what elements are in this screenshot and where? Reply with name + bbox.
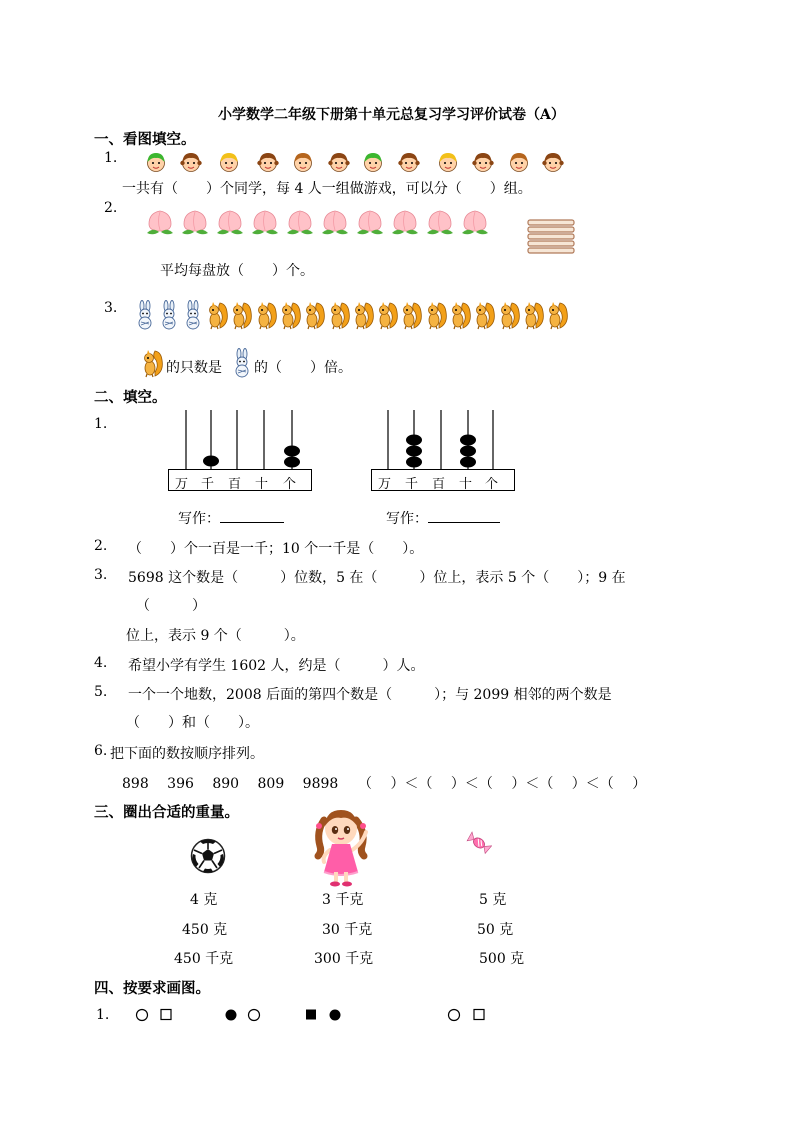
section-4-heading: 四、按要求画图。 — [94, 980, 210, 997]
abacus-1 — [168, 408, 313, 470]
peach-icon — [145, 207, 175, 237]
squirrel-icon — [256, 300, 278, 330]
abacus-2-bead — [460, 435, 476, 446]
q2-3-line1: 5698 这个数是（ ）位数，5 在（ ）位上，表示 5 个（ ）；9 在 — [128, 570, 626, 586]
hollow-square-icon — [474, 1010, 484, 1020]
rabbit-icon — [182, 300, 204, 330]
plates-stack-icon — [526, 218, 576, 254]
girl-weight-option-3[interactable]: 300 千克 — [314, 951, 374, 967]
abacus-1-write-label: 写作： — [178, 508, 284, 528]
q2-6-numbers: 898 396 890 809 9898 — [122, 776, 339, 792]
hollow-circle-icon — [449, 1010, 460, 1021]
q2-1-number: 1. — [94, 416, 108, 432]
squirrel-icon — [329, 300, 351, 330]
girl-icon — [312, 806, 374, 888]
q2-4-text: 希望小学有学生 1602 人，约是（ ）人。 — [128, 658, 425, 674]
abacus-2-bead — [460, 446, 476, 457]
section-3-heading: 三、圈出合适的重量。 — [94, 804, 239, 821]
ball-weight-option-1[interactable]: 4 克 — [190, 892, 218, 908]
abacus-2-label-box — [371, 469, 515, 491]
child-face-icon — [472, 151, 494, 173]
filled-circle-icon — [226, 1010, 237, 1021]
peach-icon — [460, 207, 490, 237]
squirrel-icon — [304, 300, 326, 330]
q2-3-number: 3. — [94, 567, 108, 583]
child-face-icon — [437, 151, 459, 173]
candy-weight-option-3[interactable]: 500 克 — [479, 951, 525, 967]
hollow-circle-icon — [249, 1010, 260, 1021]
ball-weight-option-3[interactable]: 450 千克 — [174, 951, 234, 967]
q2-5-number: 5. — [94, 684, 108, 700]
abacus-2-answer-line[interactable] — [428, 510, 500, 523]
q1-1-text: 一共有（ ）个同学，每 4 人一组做游戏，可以分（ ）组。 — [122, 181, 532, 197]
peach-icon — [355, 207, 385, 237]
abacus-2-write-label: 写作： — [386, 508, 500, 528]
q4-1-number: 1. — [96, 1007, 110, 1023]
q2-5-line2: （ ）和（ ）。 — [126, 715, 259, 731]
peach-icon — [390, 207, 420, 237]
section-2-heading: 二、填空。 — [94, 389, 167, 406]
squirrel-icon — [450, 300, 472, 330]
q2-2-text: （ ）个一百是一千；10 个一千是（ ）。 — [128, 541, 424, 557]
squirrel-icon — [401, 300, 423, 330]
q2-6-text: 把下面的数按顺序排列。 — [110, 746, 264, 762]
abacus-2-bead — [406, 435, 422, 446]
girl-weight-option-1[interactable]: 3 千克 — [322, 892, 364, 908]
hollow-circle-icon — [137, 1010, 148, 1021]
q2-3-line2: （ ） — [136, 598, 206, 614]
q1-2-text: 平均每盘放（ ）个。 — [160, 263, 314, 279]
candy-icon — [466, 830, 492, 856]
abacus-2-label-wan: 万 — [378, 477, 392, 492]
abacus-1-answer-line[interactable] — [220, 510, 284, 523]
shape-sequence — [134, 1006, 494, 1024]
peach-icon — [215, 207, 245, 237]
squirrel-icon — [280, 300, 302, 330]
abacus-2-label-ge: 个 — [485, 477, 499, 492]
q2-3-line3: 位上，表示 9 个（ ）。 — [126, 628, 305, 644]
abacus-2-label-shi: 十 — [459, 477, 473, 492]
ball-weight-option-2[interactable]: 450 克 — [182, 922, 228, 938]
abacus-1-label-wan: 万 — [175, 477, 189, 492]
abacus-1-bead — [284, 457, 300, 468]
abacus-1-bead — [203, 456, 219, 467]
peach-icon — [425, 207, 455, 237]
child-face-icon — [362, 151, 384, 173]
q2-6-order-blanks: （ ）＜（ ）＜（ ）＜（ ）＜（ ） — [358, 776, 647, 792]
q2-4-number: 4. — [94, 655, 108, 671]
abacus-1-label-box — [168, 469, 312, 491]
q1-1-number: 1. — [104, 150, 118, 166]
child-face-icon — [398, 151, 420, 173]
abacus-1-bead — [284, 446, 300, 457]
q1-3-text-b: 的（ ）倍。 — [254, 360, 352, 376]
squirrel-icon — [231, 300, 253, 330]
hollow-square-icon — [161, 1010, 171, 1020]
peach-icon — [285, 207, 315, 237]
child-face-icon — [328, 151, 350, 173]
girl-weight-option-2[interactable]: 30 千克 — [322, 922, 373, 938]
squirrel-icon — [499, 300, 521, 330]
child-face-icon — [180, 151, 202, 173]
filled-square-icon — [306, 1010, 316, 1020]
child-face-icon — [542, 151, 564, 173]
abacus-2-label-bai: 百 — [432, 477, 446, 492]
abacus-1-label-ge: 个 — [283, 477, 297, 492]
abacus-2-bead — [406, 457, 422, 468]
abacus-1-label-shi: 十 — [255, 477, 269, 492]
peach-icon — [320, 207, 350, 237]
abacus-2-bead — [460, 457, 476, 468]
peach-icon — [250, 207, 280, 237]
squirrel-icon — [142, 348, 164, 378]
abacus-1-label-bai: 百 — [228, 477, 242, 492]
child-face-icon — [218, 151, 240, 173]
child-face-icon — [292, 151, 314, 173]
q1-3-text-a: 的只数是 — [166, 360, 222, 376]
rabbit-icon — [134, 300, 156, 330]
candy-weight-option-2[interactable]: 50 克 — [477, 922, 514, 938]
rabbit-icon — [158, 300, 180, 330]
candy-weight-option-1[interactable]: 5 克 — [479, 892, 507, 908]
section-1-heading: 一、看图填空。 — [94, 131, 196, 148]
q2-5-line1: 一个一个地数，2008 后面的第四个数是（ ）；与 2099 相邻的两个数是 — [128, 687, 612, 703]
abacus-2-label-qian: 千 — [405, 477, 419, 492]
squirrel-icon — [547, 300, 569, 330]
q2-2-number: 2. — [94, 538, 108, 554]
child-face-icon — [145, 151, 167, 173]
filled-circle-icon — [330, 1010, 341, 1021]
squirrel-icon — [207, 300, 229, 330]
soccer-ball-icon — [190, 838, 226, 874]
child-face-icon — [257, 151, 279, 173]
squirrel-icon — [474, 300, 496, 330]
q2-6-number: 6. — [94, 743, 108, 759]
rabbit-icon — [231, 348, 253, 378]
q1-3-number: 3. — [104, 300, 118, 316]
abacus-2-bead — [406, 446, 422, 457]
child-face-icon — [508, 151, 530, 173]
squirrel-icon — [353, 300, 375, 330]
page-title: 小学数学二年级下册第十单元总复习学习评价试卷（A） — [218, 107, 565, 123]
q1-2-number: 2. — [104, 200, 118, 216]
abacus-1-label-qian: 千 — [201, 477, 215, 492]
squirrel-icon — [377, 300, 399, 330]
squirrel-icon — [426, 300, 448, 330]
abacus-2 — [371, 408, 516, 470]
squirrel-icon — [523, 300, 545, 330]
peach-icon — [180, 207, 210, 237]
